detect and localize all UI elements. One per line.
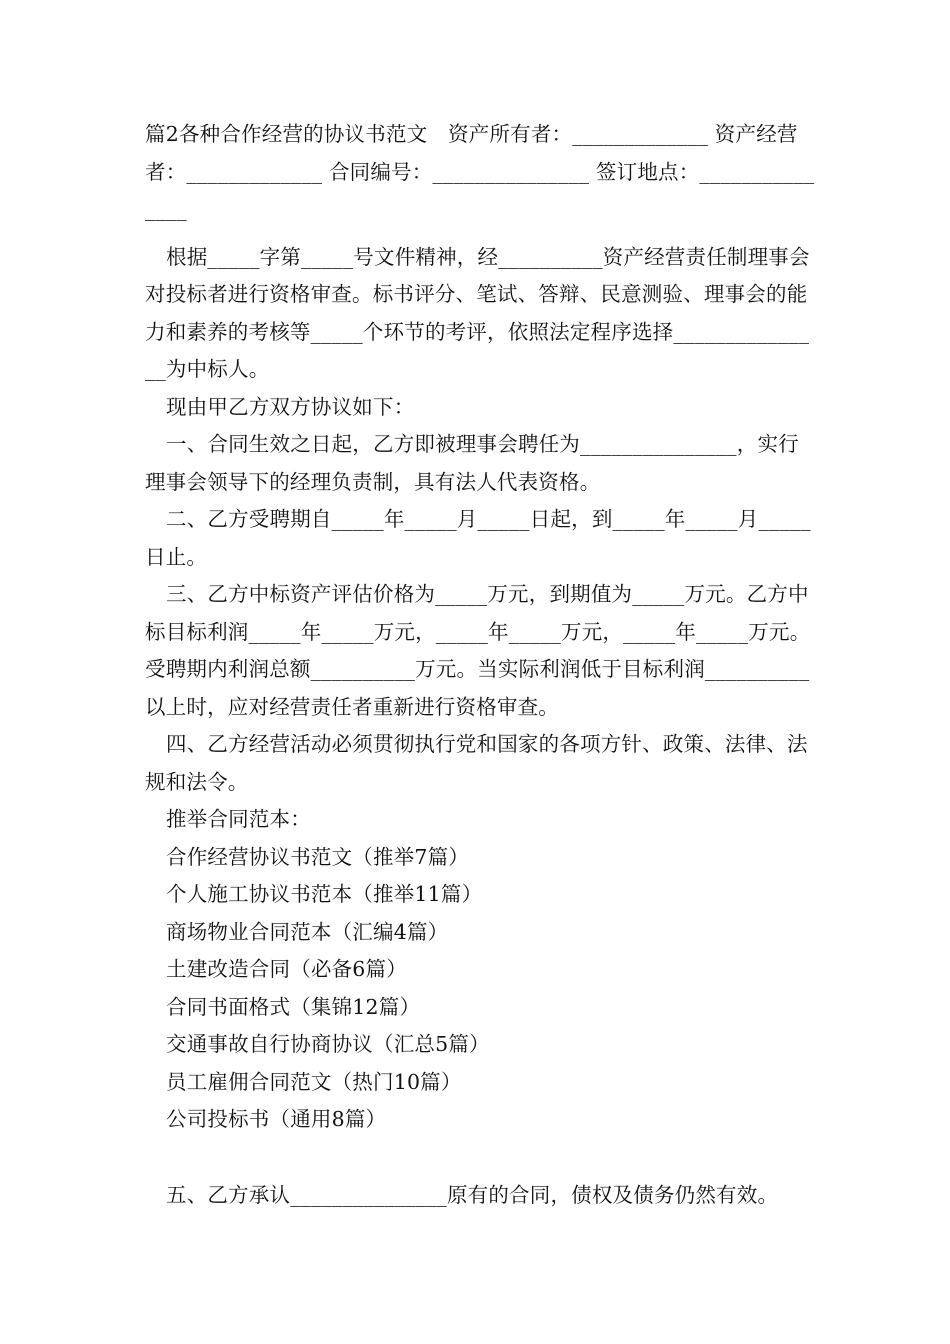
recommend-item[interactable]: 员工雇佣合同范文（热门10篇）: [166, 1069, 462, 1094]
paragraph-basis: 根据_____字第_____号文件精神，经__________资产经营责任制理事会对投标者进行资格审查。标书评分、笔试、答辩、民意测验、理事会的能力和素养的考核等_____个环节的考评，依照法定程序选择_______________为中标人。: [145, 244, 810, 381]
clause-four: 四、乙方经营活动必须贯彻执行党和国家的各项方针、政策、法律、法规和法令。: [145, 732, 808, 794]
recommend-item[interactable]: 土建改造合同（必备6篇）: [166, 957, 407, 981]
document-intro: 篇2各种合作经营的协议书范文 资产所有者：_____________ 资产经营者：_____________ 合同编号：_______________ 签订地点：_______________: [145, 122, 815, 221]
recommend-item[interactable]: 合同书面格式（集锦12篇）: [166, 994, 421, 1019]
clause-five: 五、乙方承认_______________原有的合同，债权及债务仍然有效。: [166, 1182, 779, 1207]
recommend-item[interactable]: 公司投标书（通用8篇）: [166, 1107, 387, 1131]
recommend-list: [145, 839, 815, 1139]
document-body: [145, 116, 815, 1214]
recommend-item[interactable]: 个人施工协议书范本（推举11篇）: [166, 882, 483, 906]
recommend-item[interactable]: 交通事故自行协商协议（汇总5篇）: [166, 1032, 490, 1056]
clause-two: 二、乙方受聘期自_____年_____月_____日起，到_____年_____月_____日止。: [145, 507, 811, 569]
recommend-item[interactable]: 商场物业合同范本（汇编4篇）: [166, 919, 449, 944]
clause-one: 一、合同生效之日起，乙方即被理事会聘任为_______________，实行理事会领导下的经理负责制，具有法人代表资格。: [145, 432, 799, 494]
recommend-heading: 推举合同范本：: [166, 807, 311, 831]
recommend-item[interactable]: 合作经营协议书范文（推举7篇）: [166, 844, 470, 869]
paragraph-agreement: 现由甲乙方双方协议如下：: [166, 394, 415, 419]
clause-three: 三、乙方中标资产评估价格为_____万元，到期值为_____万元。乙方中标目标利润_____年_____万元，_____年_____万元，_____年_____万元。受聘期内利润总额__________万元。当实际利润低于目标利润__________以上时，应对经营责任者重新进行资格审查。: [145, 582, 811, 719]
